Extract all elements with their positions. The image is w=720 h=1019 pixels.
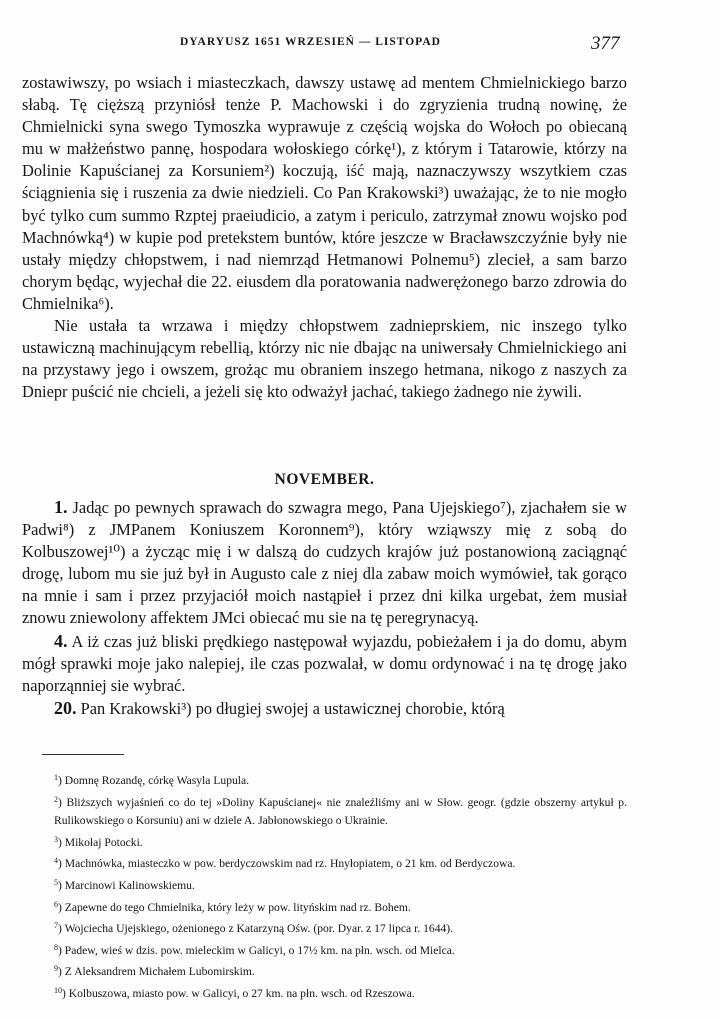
footnote-mark: 3 xyxy=(54,834,58,844)
footnote-text: Bliższych wyjaśnień co do tej »Doliny Kapuścianej« nie znaleźliśmy ani w Słow. geogr. (gdzie obszerny artykuł p. Rulikowskiego o Korsuniu) ani w dziele A. Jabłonowskiego o Ukrainie. xyxy=(54,795,627,828)
entry-text: A iż czas już bliski prędkiego następował wyjazdu, pobieżałem i ja do domu, abym mógł sprawki moje jako nalepiej, ile czas pozwalał, w domu ordynować i na tę drogę jako naporząnniej sie wybrać. xyxy=(22,631,627,695)
footnote-text: Wojciecha Ujejskiego, ożenionego z Katarzyną Ośw. (por. Dyar. z 17 lipca r. 1644). xyxy=(64,922,454,936)
footnote-text: Marcinowi Kalinowskiemu. xyxy=(64,878,195,892)
footnote-text: Z Aleksandrem Michałem Lubomirskim. xyxy=(64,965,255,979)
footnote-mark: 2 xyxy=(54,794,58,804)
paragraph: zostawiwszy, po wsiach i miasteczkach, dawszy ustawę ad mentem Chmielnickiego barzo słabą. Tę cięższą przyniósł tenże P. Machowski i do zgryzienia trudną nowinę, że Chmielnicki syna swego Tymoszka wyprawuje z częścią wojska do Wołoch po obiecaną mu w małżeństwo pannę, hospodara wołoskiego córkę¹), z którym i Tatarowie, którzy na Dolinie Kapuścianej za Korsuniem²) koczują, iść mają, naznaczywszy wszytkiem czas ściągnienia się i ruszenia za dwie niedzieli. Co Pan Krakowski³) uważając, że to nie mogło być tylko cum summo Rzptej praeiudicio, a zatym i periculo, zatrzymał znowu wojsko pod Machnówką⁴) w kupie pod pretekstem buntów, które jeszcze w Bracławszczyźnie były nie ustały między chłopstwem, i nad niemrząd Hetmanowi Polnemu⁵) zlecieł, a sam barzo chorym będąc, wyjechał die 22. eiusdem dla poratowania nadwerężonego barzo zdrowia do Chmielnika⁶). xyxy=(22,73,627,313)
entry-date: 4. xyxy=(54,630,68,651)
november-entries xyxy=(22,496,627,720)
footnote-mark: 6 xyxy=(54,899,58,909)
footnote: $^3$) Mikołaj Potocki. xyxy=(54,834,143,849)
diary-entry xyxy=(22,630,627,697)
entry-text: Jadąc po pewnych sprawach do szwagra mego, Pana Ujejskiego⁷), zjachałem sie w Padwi⁸) z JMPanem Koniuszem Koronnem⁹), który wziąwszy mię z sobą do Kolbuszowej¹⁰) a życząc mię i w dalszą do cudzych krajów już postanowioną zaciągnąć drogę, lubom mu sie już był in Augusto cale z niej dla zabaw moich wymówieł, tak gorąco na mnie i sam i przez przyjaciół moich nastąpieł i przez dni kilka urgebat, żem musiał znowu zniewolony affektem JMci obiecać mu sie na tę peregrynacyą. xyxy=(22,498,627,628)
entry-text: Pan Krakowski³) po długiej swojej a ustawicznej chorobie, którą xyxy=(80,698,505,718)
footnote: $^{10}$) Kolbuszowa, miasto pow. w Galicyi, o 27 km. na płn. wsch. od Rzeszowa. xyxy=(54,985,415,1000)
footnote: $^7$) Wojciecha Ujejskiego, ożenionego z Katarzyną Ośw. (por. Dyar. z 17 lipca r. 1644). xyxy=(54,921,454,936)
body-text xyxy=(22,72,627,403)
diary-entry xyxy=(22,697,627,720)
paragraph: Nie ustała ta wrzawa i między chłopstwem zadnieprskiem, nic inszego tylko ustawiczną machinującym rebellią, którzy nic nie dbając na uniwersały Chmielnickiego ani na przystawy jego i owszem, grożąc mu obraniem inszego hetmana, nikogo z naszych za Dniepr puścić nie chcieli, a jeżeli się kto odważył jachać, takiego żadnego nie żywili. xyxy=(22,316,627,402)
footnote: $^6$) Zapewne do tego Chmielnika, który leży w pow. lityńskim nad rz. Bohem. xyxy=(54,899,411,914)
footnote-mark: 9 xyxy=(54,964,58,974)
footnote-mark: 10 xyxy=(54,985,62,995)
footnote-text: Zapewne do tego Chmielnika, który leży w pow. lityńskim nad rz. Bohem. xyxy=(64,900,411,914)
footnote-text: Mikołaj Potocki. xyxy=(64,835,143,849)
footnote-mark: 7 xyxy=(54,921,58,931)
footnotes xyxy=(22,769,627,1004)
footnote: $^1$) Domnę Rozandę, córkę Wasyla Lupula. xyxy=(54,773,250,787)
page-number: 377 xyxy=(591,33,620,54)
footnote-divider xyxy=(42,754,124,755)
footnote-mark: 4 xyxy=(54,856,58,866)
footnote: $^2$) Bliższych wyjaśnień co do tej »Doliny Kapuścianej« nie znaleźliśmy ani w Słow. geogr. (gdzie obszerny artykuł p. Rulikowskiego o Korsuniu) ani w dziele A. Jabłonowskiego o Ukrainie. xyxy=(54,794,627,828)
footnote: $^4$) Machnówka, miasteczko w pow. berdyczowskim nad rz. Hnyłopiatem, o 21 km. od Berdyczowa. xyxy=(54,856,516,871)
footnote-text: Padew, wieś w dzis. pow. mieleckim w Galicyi, o 17½ km. na płn. wsch. od Mielca. xyxy=(64,943,455,957)
footnote: $^8$) Padew, wieś w dzis. pow. mieleckim w Galicyi, o 17½ km. na płn. wsch. od Mielca. xyxy=(54,942,455,957)
entry-date: 20. xyxy=(54,697,77,718)
running-title: DYARYUSZ 1651 WRZESIEŃ — LISTOPAD xyxy=(180,36,441,48)
section-heading: NOVEMBER. xyxy=(274,471,375,488)
running-header xyxy=(0,33,720,55)
footnote-mark: 8 xyxy=(54,942,58,952)
footnote-text: Machnówka, miasteczko w pow. berdyczowskim nad rz. Hnyłopiatem, o 21 km. od Berdyczowa. xyxy=(64,857,516,871)
diary-entry xyxy=(22,496,627,630)
footnote: $^5$) Marcinowi Kalinowskiemu. xyxy=(54,877,195,892)
footnote-mark: 5 xyxy=(54,877,58,887)
footnote-mark: 1 xyxy=(54,773,58,782)
entry-date: 1. xyxy=(54,497,68,517)
footnote: $^9$) Z Aleksandrem Michałem Lubomirskim. xyxy=(54,964,255,979)
footnote-text: Domnę Rozandę, córkę Wasyla Lupula. xyxy=(64,774,250,787)
footnote-text: Kolbuszowa, miasto pow. w Galicyi, o 27 km. na płn. wsch. od Rzeszowa. xyxy=(68,986,415,1000)
